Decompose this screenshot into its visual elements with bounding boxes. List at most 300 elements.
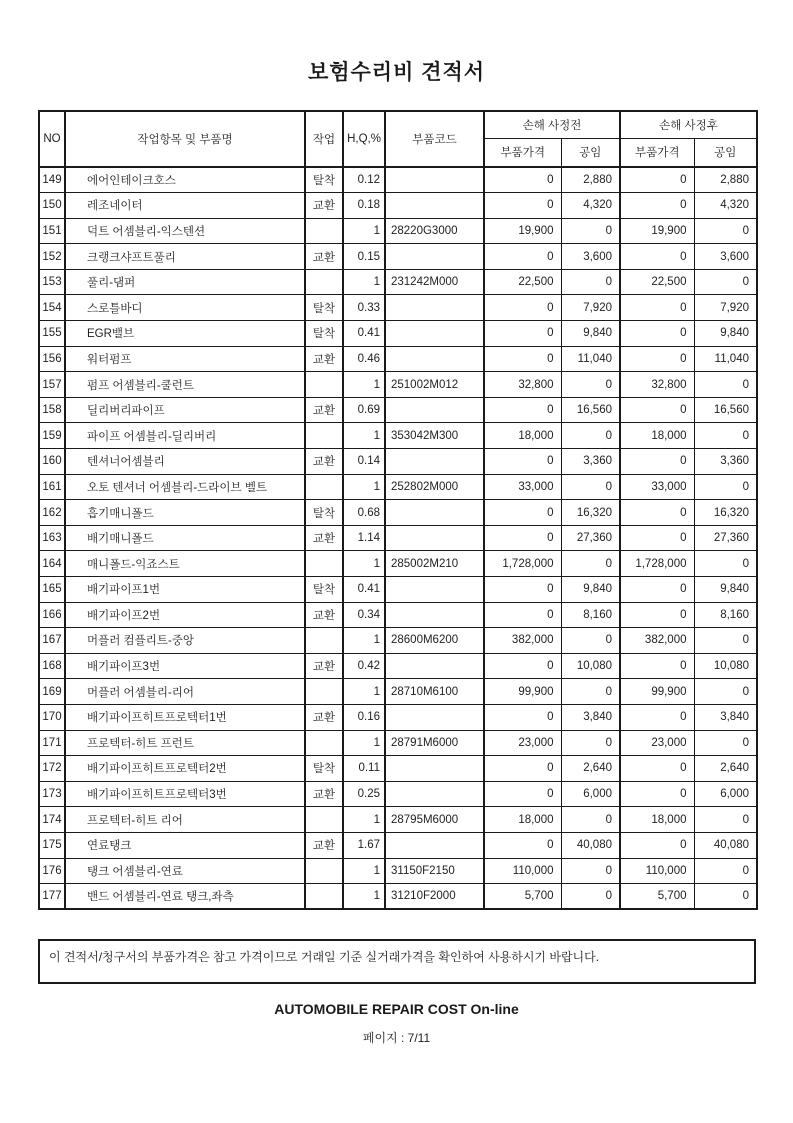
cell-name: 스로틀바디 [65,295,305,321]
cell-work [305,807,343,833]
cell-no: 170 [39,704,65,730]
cell-bp: 0 [484,653,561,679]
cell-bp: 0 [484,193,561,219]
cell-work: 탈착 [305,321,343,347]
cell-hq: 1.14 [343,525,385,551]
cell-no: 151 [39,218,65,244]
table-row [39,449,757,475]
cell-hq: 1.67 [343,832,385,858]
cell-hq: 1 [343,884,385,910]
cell-bp: 0 [484,295,561,321]
cell-hq: 0.42 [343,653,385,679]
cell-bl: 3,600 [561,244,620,270]
cell-name: 오토 텐셔너 어셈블리-드라이브 벨트 [65,474,305,500]
cell-no: 166 [39,602,65,628]
cell-no: 158 [39,397,65,423]
cell-work [305,423,343,449]
cell-code [385,577,484,603]
cell-code [385,756,484,782]
cell-al: 0 [694,807,757,833]
cell-ap: 0 [620,244,694,270]
cell-work [305,679,343,705]
cell-code: 252802M000 [385,474,484,500]
cell-code: 231242M000 [385,269,484,295]
cell-bl: 9,840 [561,577,620,603]
cell-al: 3,600 [694,244,757,270]
cell-name: 머플러 컴플리트-중앙 [65,628,305,654]
table-row [39,832,757,858]
cell-ap: 33,000 [620,474,694,500]
cell-name: 레조네이터 [65,193,305,219]
cell-ap: 0 [620,397,694,423]
table-row [39,295,757,321]
table-body [39,167,757,909]
col-header-item: 작업항목 및 부품명 [65,111,305,167]
cell-work: 탈착 [305,756,343,782]
cell-hq: 0.25 [343,781,385,807]
col-group-before-assessment: 손해 사정전 [484,111,620,138]
cell-name: 배기파이프2번 [65,602,305,628]
cell-bp: 0 [484,756,561,782]
cell-bl: 3,840 [561,704,620,730]
cell-hq: 0.41 [343,321,385,347]
cell-bl: 0 [561,679,620,705]
cell-bp: 99,900 [484,679,561,705]
cell-name: 배기파이프히트프로텍터3번 [65,781,305,807]
table-row [39,500,757,526]
cell-bp: 0 [484,577,561,603]
cell-bl: 0 [561,218,620,244]
cell-al: 9,840 [694,321,757,347]
cell-al: 0 [694,858,757,884]
cell-no: 154 [39,295,65,321]
estimate-table [38,110,758,910]
cell-bl: 40,080 [561,832,620,858]
cell-name: 워터펌프 [65,346,305,372]
cell-name: 배기매니폴드 [65,525,305,551]
cell-hq: 0.16 [343,704,385,730]
cell-no: 162 [39,500,65,526]
cell-code [385,244,484,270]
cell-work: 교환 [305,193,343,219]
col-header-no: NO [39,111,65,167]
cell-work: 교환 [305,653,343,679]
cell-name: 에어인테이크호스 [65,167,305,193]
cell-name: 딜리버리파이프 [65,397,305,423]
cell-bl: 0 [561,884,620,910]
table-row [39,244,757,270]
table-row [39,321,757,347]
cell-no: 173 [39,781,65,807]
cell-bl: 4,320 [561,193,620,219]
cell-no: 174 [39,807,65,833]
cell-work [305,218,343,244]
cell-code [385,167,484,193]
cell-hq: 1 [343,807,385,833]
cell-no: 152 [39,244,65,270]
cell-ap: 0 [620,781,694,807]
col-group-after-assessment: 손해 사정후 [620,111,757,138]
cell-ap: 0 [620,577,694,603]
cell-hq: 1 [343,730,385,756]
cell-al: 7,920 [694,295,757,321]
cell-al: 27,360 [694,525,757,551]
cell-bl: 7,920 [561,295,620,321]
cell-bp: 0 [484,500,561,526]
table-row [39,577,757,603]
table-row [39,193,757,219]
cell-code: 353042M300 [385,423,484,449]
cell-al: 6,000 [694,781,757,807]
cell-bl: 0 [561,628,620,654]
cell-bl: 0 [561,551,620,577]
cell-code: 31150F2150 [385,858,484,884]
cell-name: 프로텍터-히트 프런트 [65,730,305,756]
cell-al: 3,360 [694,449,757,475]
cell-work: 탈착 [305,577,343,603]
table-row [39,269,757,295]
cell-no: 160 [39,449,65,475]
cell-al: 0 [694,474,757,500]
cell-al: 10,080 [694,653,757,679]
cell-ap: 99,900 [620,679,694,705]
cell-bl: 2,880 [561,167,620,193]
table-row [39,218,757,244]
cell-name: 밴드 어셈블리-연료 탱크,좌측 [65,884,305,910]
cell-bp: 0 [484,397,561,423]
cell-code [385,346,484,372]
cell-al: 8,160 [694,602,757,628]
cell-hq: 1 [343,218,385,244]
table-row [39,346,757,372]
cell-hq: 0.34 [343,602,385,628]
cell-hq: 1 [343,628,385,654]
cell-code: 251002M012 [385,372,484,398]
table-row [39,807,757,833]
cell-code [385,321,484,347]
cell-ap: 0 [620,295,694,321]
cell-al: 0 [694,730,757,756]
cell-no: 157 [39,372,65,398]
table-row [39,653,757,679]
cell-name: 풀리-댐퍼 [65,269,305,295]
cell-work [305,372,343,398]
cell-no: 177 [39,884,65,910]
cell-ap: 0 [620,449,694,475]
cell-code: 28710M6100 [385,679,484,705]
cell-name: 프로텍터-히트 리어 [65,807,305,833]
cell-no: 172 [39,756,65,782]
cell-al: 16,560 [694,397,757,423]
cell-code [385,704,484,730]
cell-hq: 1 [343,679,385,705]
cell-code: 28600M6200 [385,628,484,654]
cell-bl: 0 [561,807,620,833]
cell-code [385,500,484,526]
cell-ap: 0 [620,500,694,526]
cell-ap: 382,000 [620,628,694,654]
cell-code [385,781,484,807]
col-header-after-part-price: 부품가격 [620,138,694,167]
cell-bp: 23,000 [484,730,561,756]
table-row [39,858,757,884]
cell-ap: 110,000 [620,858,694,884]
cell-no: 155 [39,321,65,347]
cell-al: 9,840 [694,577,757,603]
table-row [39,781,757,807]
cell-no: 153 [39,269,65,295]
cell-bl: 10,080 [561,653,620,679]
cell-work: 탈착 [305,500,343,526]
cell-hq: 0.33 [343,295,385,321]
cell-code [385,193,484,219]
cell-bp: 1,728,000 [484,551,561,577]
table-row [39,397,757,423]
cell-al: 0 [694,423,757,449]
cell-bp: 0 [484,244,561,270]
cell-al: 11,040 [694,346,757,372]
cell-work: 교환 [305,397,343,423]
cell-name: 덕트 어셈블리-익스텐션 [65,218,305,244]
cell-code: 28791M6000 [385,730,484,756]
cell-work: 교환 [305,244,343,270]
cell-hq: 0.14 [343,449,385,475]
table-row [39,602,757,628]
cell-no: 163 [39,525,65,551]
cell-ap: 18,000 [620,423,694,449]
cell-hq: 1 [343,474,385,500]
cell-hq: 1 [343,423,385,449]
cell-no: 169 [39,679,65,705]
notice-text: 이 견적서/청구서의 부품가격은 참고 가격이므로 거래일 기준 실거래가격을 확인하여 사용하시기 바랍니다. [49,950,600,965]
cell-bp: 0 [484,525,561,551]
cell-al: 0 [694,679,757,705]
cell-ap: 0 [620,832,694,858]
cell-ap: 32,800 [620,372,694,398]
cell-bl: 0 [561,730,620,756]
cell-ap: 5,700 [620,884,694,910]
cell-bp: 19,900 [484,218,561,244]
table-header [39,111,757,167]
col-header-after-labor: 공임 [694,138,757,167]
cell-name: 배기파이프1번 [65,577,305,603]
cell-bl: 16,560 [561,397,620,423]
cell-bp: 0 [484,832,561,858]
cell-work: 교환 [305,781,343,807]
cell-bp: 5,700 [484,884,561,910]
table-row [39,167,757,193]
col-header-before-part-price: 부품가격 [484,138,561,167]
cell-no: 168 [39,653,65,679]
cell-work: 탈착 [305,167,343,193]
cell-code [385,832,484,858]
cell-bl: 3,360 [561,449,620,475]
cell-ap: 0 [620,653,694,679]
cell-no: 161 [39,474,65,500]
cell-no: 165 [39,577,65,603]
cell-al: 4,320 [694,193,757,219]
cell-hq: 1 [343,551,385,577]
table-row [39,525,757,551]
table-row [39,551,757,577]
cell-name: 연료탱크 [65,832,305,858]
cell-name: 흡기매니폴드 [65,500,305,526]
col-header-work: 작업 [305,111,343,167]
cell-code: 31210F2000 [385,884,484,910]
cell-hq: 0.41 [343,577,385,603]
cell-bp: 382,000 [484,628,561,654]
cell-name: 배기파이프히트프로텍터2번 [65,756,305,782]
cell-bp: 0 [484,704,561,730]
cell-code [385,397,484,423]
cell-ap: 0 [620,346,694,372]
cell-ap: 0 [620,193,694,219]
cell-bl: 8,160 [561,602,620,628]
cell-name: EGR밸브 [65,321,305,347]
cell-al: 0 [694,269,757,295]
table-row [39,423,757,449]
cell-no: 176 [39,858,65,884]
col-header-before-labor: 공임 [561,138,620,167]
cell-hq: 1 [343,269,385,295]
col-header-hq: H,Q,% [343,111,385,167]
cell-ap: 0 [620,167,694,193]
cell-no: 164 [39,551,65,577]
cell-no: 171 [39,730,65,756]
cell-ap: 1,728,000 [620,551,694,577]
cell-hq: 0.15 [343,244,385,270]
cell-bp: 0 [484,602,561,628]
cell-ap: 0 [620,321,694,347]
cell-work: 탈착 [305,295,343,321]
cell-al: 2,640 [694,756,757,782]
cell-ap: 18,000 [620,807,694,833]
cell-bl: 0 [561,858,620,884]
cell-bp: 18,000 [484,423,561,449]
cell-al: 2,880 [694,167,757,193]
col-header-part-code: 부품코드 [385,111,484,167]
cell-ap: 0 [620,704,694,730]
cell-ap: 23,000 [620,730,694,756]
cell-al: 40,080 [694,832,757,858]
table-row [39,756,757,782]
page-indicator: 페이지 : 7/11 [362,1031,431,1046]
cell-no: 156 [39,346,65,372]
page-title: 보험수리비 견적서 [307,61,486,84]
cell-ap: 0 [620,525,694,551]
cell-name: 탱크 어셈블리-연료 [65,858,305,884]
cell-al: 0 [694,218,757,244]
table-row [39,730,757,756]
cell-bp: 0 [484,449,561,475]
cell-work: 교환 [305,832,343,858]
table-row [39,474,757,500]
cell-ap: 22,500 [620,269,694,295]
cell-bp: 110,000 [484,858,561,884]
cell-al: 3,840 [694,704,757,730]
cell-work [305,474,343,500]
cell-ap: 0 [620,756,694,782]
cell-bl: 2,640 [561,756,620,782]
footer-brand: AUTOMOBILE REPAIR COST On-line [274,1001,519,1018]
cell-name: 배기파이프히트프로텍터1번 [65,704,305,730]
cell-hq: 1 [343,372,385,398]
cell-bl: 0 [561,372,620,398]
cell-bp: 0 [484,781,561,807]
table-row [39,372,757,398]
cell-no: 159 [39,423,65,449]
cell-hq: 0.11 [343,756,385,782]
cell-bp: 0 [484,346,561,372]
cell-bl: 9,840 [561,321,620,347]
cell-work: 교환 [305,602,343,628]
cell-al: 16,320 [694,500,757,526]
cell-name: 크랭크샤프트풀리 [65,244,305,270]
cell-al: 0 [694,372,757,398]
cell-no: 175 [39,832,65,858]
cell-ap: 19,900 [620,218,694,244]
cell-code: 28795M6000 [385,807,484,833]
cell-code [385,295,484,321]
table-row [39,704,757,730]
cell-work: 교환 [305,449,343,475]
cell-ap: 0 [620,602,694,628]
cell-code [385,525,484,551]
cell-hq: 0.69 [343,397,385,423]
cell-bp: 32,800 [484,372,561,398]
notice-box [38,939,756,984]
cell-work: 교환 [305,704,343,730]
cell-code: 28220G3000 [385,218,484,244]
cell-al: 0 [694,551,757,577]
cell-al: 0 [694,628,757,654]
cell-name: 파이프 어셈블리-딜리버리 [65,423,305,449]
cell-work [305,269,343,295]
cell-no: 149 [39,167,65,193]
cell-work [305,858,343,884]
cell-bp: 0 [484,321,561,347]
cell-bl: 16,320 [561,500,620,526]
cell-bp: 18,000 [484,807,561,833]
table-row [39,884,757,910]
cell-name: 펌프 어셈블리-쿨런트 [65,372,305,398]
table-row [39,628,757,654]
cell-work: 교환 [305,346,343,372]
cell-code [385,653,484,679]
cell-hq: 0.68 [343,500,385,526]
cell-bl: 6,000 [561,781,620,807]
cell-code: 285002M210 [385,551,484,577]
cell-name: 배기파이프3번 [65,653,305,679]
cell-code [385,602,484,628]
cell-bp: 22,500 [484,269,561,295]
cell-no: 167 [39,628,65,654]
cell-work [305,730,343,756]
cell-name: 텐셔너어셈블리 [65,449,305,475]
cell-bl: 0 [561,474,620,500]
cell-bp: 33,000 [484,474,561,500]
table-row [39,679,757,705]
cell-bl: 27,360 [561,525,620,551]
cell-bl: 0 [561,269,620,295]
cell-hq: 0.18 [343,193,385,219]
cell-no: 150 [39,193,65,219]
cell-hq: 0.46 [343,346,385,372]
cell-name: 매니폴드-익죠스트 [65,551,305,577]
cell-work [305,551,343,577]
cell-hq: 0.12 [343,167,385,193]
cell-al: 0 [694,884,757,910]
